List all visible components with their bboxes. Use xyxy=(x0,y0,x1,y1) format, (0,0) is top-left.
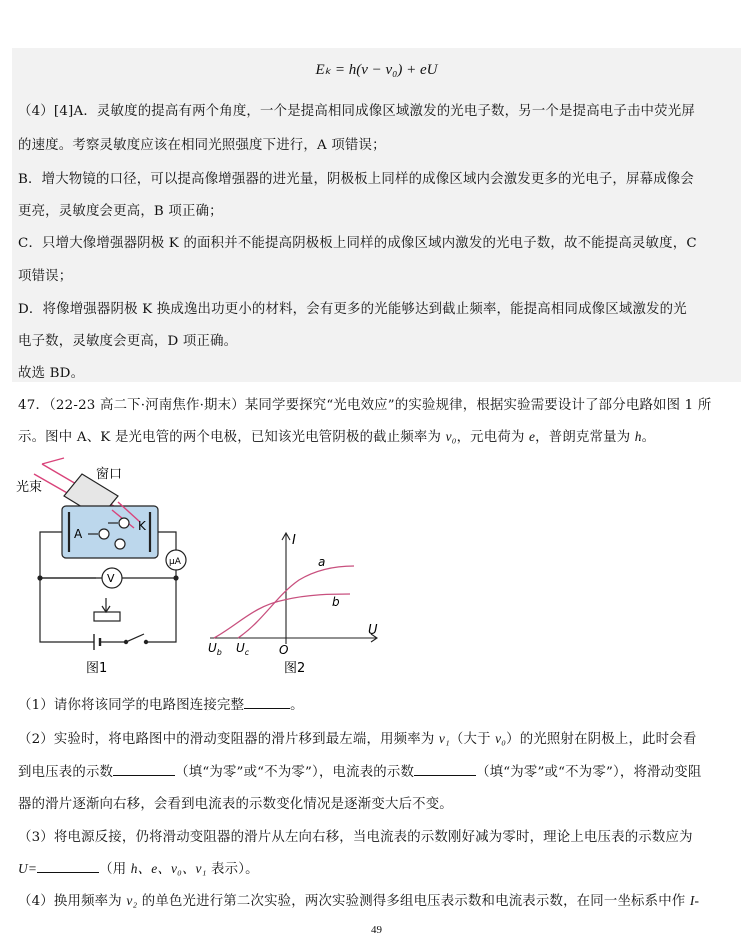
anode-label: A xyxy=(74,527,83,541)
uc-label: $U_c$ xyxy=(236,641,250,657)
electron xyxy=(115,539,125,549)
solution-line: D．将像增强器阴极 K 换成逸出功更小的材料，会有更多的光能够达到截止频率，能提高相同成像区域激发的光 xyxy=(18,302,687,317)
solution-line: 电子数，灵敏度会更高，D 项正确。 xyxy=(18,334,238,349)
electron xyxy=(99,529,109,539)
figures xyxy=(14,456,414,681)
question-part3-line1: （3）将电源反接，仍将滑动变阻器的滑片从左向右移，当电流表的示数刚好减为零时，理论上电压表的示数应为 xyxy=(18,830,693,845)
wire xyxy=(158,532,176,552)
solution-line: C．只增大像增强器阴极 K 的面积并不能提高阴极板上同样的成像区域内激发的光电子数，故不能提高灵敏度，C xyxy=(18,236,697,251)
rheostat xyxy=(94,612,120,621)
question-stem-line2: 示。图中 A、K 是光电管的两个电极，已知该光电管阴极的截止频率为 ν₀，元电荷为 e，普朗克常量为 h。 xyxy=(18,429,656,445)
question-part1: （1）请你将该同学的电路图连接完整 。 xyxy=(18,698,304,713)
figure1-circuit xyxy=(34,458,186,650)
question-part2-line2: 到电压表的示数 （填“为零”或“不为零”），电流表的示数 （填“为零”或“不为零”），将滑动变阻 xyxy=(18,765,702,780)
ub-label: $U_b$ xyxy=(208,641,222,657)
curve-b-label: b xyxy=(332,595,340,609)
solution-line: 项错误； xyxy=(18,269,73,284)
voltmeter-label: V xyxy=(107,572,115,585)
page-number: 49 xyxy=(371,924,382,936)
question-part3-line2: U= （用 h、e、ν₀、ν₁ 表示）。 xyxy=(18,861,259,877)
origin-label: O xyxy=(279,643,289,657)
figure2-graph xyxy=(210,533,377,644)
ammeter-label: μA xyxy=(169,557,181,567)
window-label: 窗口 xyxy=(96,467,123,482)
answer-blank-2[interactable] xyxy=(113,763,175,776)
question-source: （22-23 高二下·河南焦作·期末） xyxy=(49,398,245,413)
solution-line: 更亮，灵敏度会更高，B 项正确； xyxy=(18,204,223,219)
answer-blank-1[interactable] xyxy=(244,696,290,709)
solution-line: 故选 BD。 xyxy=(18,366,85,381)
question-part2-line1: （2）实验时，将电路图中的滑动变阻器的滑片移到最左端，用频率为 ν₁（大于 ν₀）的光照射在阴极上，此时会看 xyxy=(18,731,697,747)
question-part4: （4）换用频率为 ν₂ 的单色光进行第二次实验，两次实验测得多组电压表示数和电流表示数，在同一坐标系中作 I- xyxy=(18,893,700,909)
curve-b xyxy=(214,594,350,638)
answer-blank-3[interactable] xyxy=(414,763,476,776)
curve-a-label: a xyxy=(318,555,326,569)
wire xyxy=(146,568,176,642)
question-stem-line1: 47．（22-23 高二下·河南焦作·期末）某同学要探究“光电效应”的实验规律，根据实验需要设计了部分电路如图 1 所 xyxy=(18,398,712,413)
answer-blank-4[interactable] xyxy=(37,860,99,873)
solution-line: 的速度。考察灵敏度应该在相同光照强度下进行，A 项错误； xyxy=(18,138,386,153)
question-number: 47． xyxy=(18,398,50,413)
solution-line: B．增大物镜的口径，可以提高像增强器的进光量，阴极板上同样的成像区域内会激发更多的光电子，屏幕成像会 xyxy=(18,172,694,187)
photoelectric-formula: Eₖ = h(ν − ν₀) + eU xyxy=(315,62,438,78)
question-part2-line3: 器的滑片逐渐向右移，会看到电流表的示数变化情况是逐渐变大后不变。 xyxy=(18,797,453,812)
figure2-caption: 图2 xyxy=(284,661,306,676)
electron xyxy=(119,518,129,528)
solution-line: （4）[4]A．灵敏度的提高有两个角度，一个是提高相同成像区域激发的光电子数，另一个是提高电子击中荧光屏 xyxy=(18,104,695,119)
y-axis-label: I xyxy=(292,533,296,548)
x-axis-label: U xyxy=(368,623,378,638)
cathode-label: K xyxy=(138,519,146,533)
figure1-caption: 图1 xyxy=(86,661,108,676)
light-label: 光束 xyxy=(16,480,43,495)
